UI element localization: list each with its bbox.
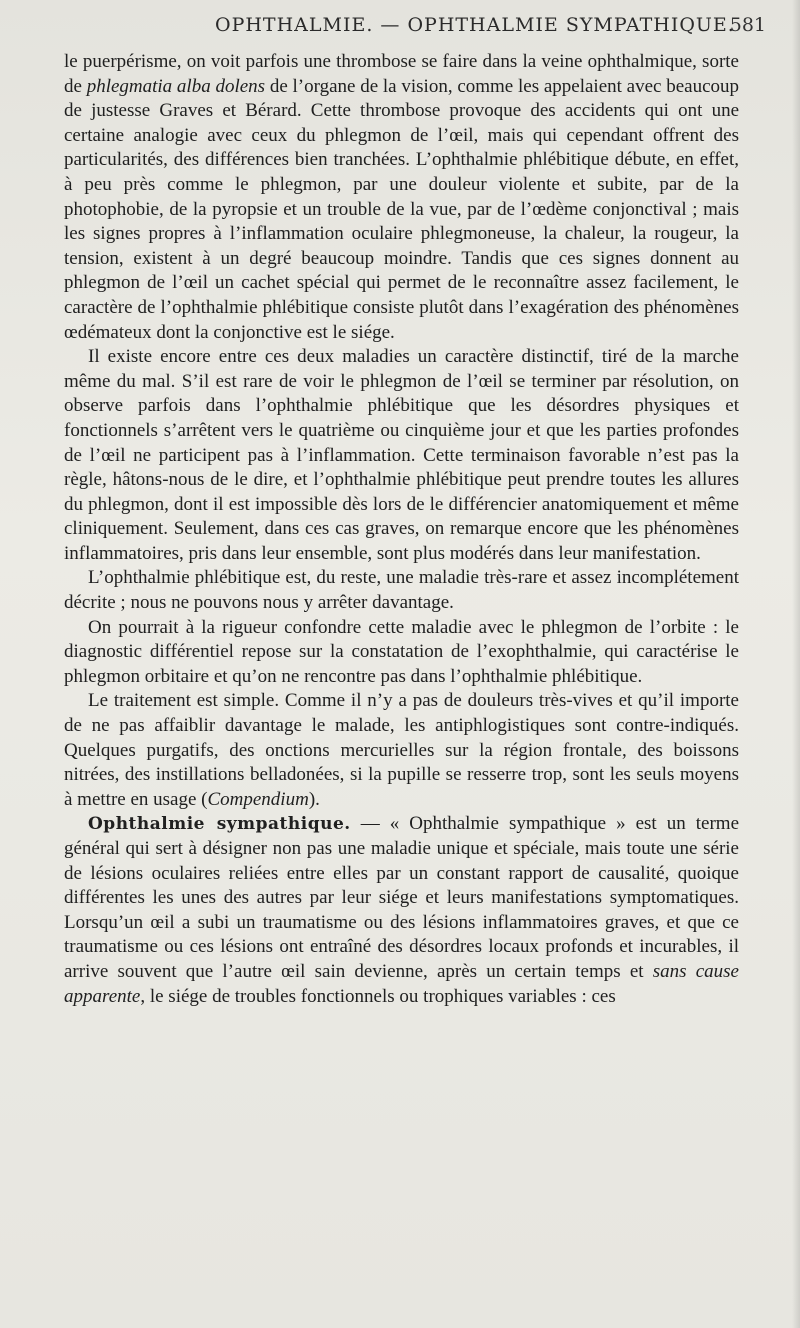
paragraph-text: — « Ophthalmie sympathique » est un terme général qui sert à désigner non pas une maladie unique et spéciale, mais toute une série de lésions oculaires reliées entre elles par un constant rapport de causalité, quoique différentes les unes des autres par leur siége et leurs manifestations symptomatiques. Lorsqu’un œil a subi un traumatisme ou des lésions inflammatoires graves, et que ce traumatisme ou ces lésions ont entraîné des désordres locaux profonds et incurables, il arrive souvent que l’autre œil sain devienne, après un certain temps et [64,813,739,982]
paragraph-text: ). [308,788,320,810]
paragraph [64,689,739,812]
body-text [64,50,739,1009]
page-edge-shadow [792,0,800,1328]
running-head [0,14,800,38]
page-number: 581 [729,14,766,36]
paragraph-text: , le siége de troubles fonctionnels ou trophiques variables : ces [140,985,616,1007]
italic-text: Compendium [207,788,309,810]
paragraph-text: Il existe encore entre ces deux maladies un caractère distinctif, tiré de la marche même du mal. S’il est rare de voir le phlegmon de l’œil se terminer par résolution, on observe parfois dans l’ophthalmie phlébitique que les désordres physiques et fonctionnels s’arrêtent vers le quatrième ou cinquième jour et que les parties profondes de l’œil ne participent pas à l’inflammation. Cette terminaison favorable n’est pas la règle, hâtons-nous de le dire, et l’ophthalmie phlébitique peut prendre toutes les allures du phlegmon, dont il est impossible dès lors de le différencier anatomiquement et même cliniquement. Seulement, dans ces cas graves, on remarque encore que les phénomènes inflammatoires, pris dans leur ensemble, sont plus modérés dans leur manifestation. [64,346,739,564]
paragraph-text: L’ophthalmie phlébitique est, du reste, une maladie très-rare et assez incomplétement décrite ; nous ne pouvons nous y arrêter davantage. [64,567,739,614]
italic-text: sans cause apparente [64,960,739,1007]
paragraph [64,50,739,345]
running-head-title: OPHTHALMIE. — OPHTHALMIE SYMPATHIQUE. [215,14,735,36]
paragraph [64,812,739,1009]
paragraph-text: On pourrait à la rigueur confondre cette maladie avec le phlegmon de l’orbite : le diagnostic différentiel repose sur la constatation de l’exophthalmie, qui caractérise le phlegmon orbitaire et qu’on ne rencontre pas dans l’ophthalmie phlébitique. [64,616,739,687]
paragraph [64,345,739,566]
section-heading: Ophthalmie sympathique. [88,814,351,835]
paragraph-text: Le traitement est simple. Comme il n’y a pas de douleurs très-vives et qu’il importe de ne pas affaiblir davantage le malade, les antiphlogistiques sont contre-indiqués. Quelques purgatifs, des onctions mercurielles sur la région frontale, des boissons nitrées, des instillations belladonées, si la pupille se resserre trop, sont les seuls moyens à mettre en usage ( [64,690,739,810]
italic-text: phlegmatia alba dolens [86,75,266,97]
paragraph [64,566,739,615]
paragraph-text: de l’organe de la vision, comme les appelaient avec beaucoup de justesse Graves et Bérard. Cette thrombose provoque des accidents qui ont une certaine analogie avec ceux du phlegmon de l’œil, mais qui cependant offrent des particularités, des différences bien tranchées. L’ophthalmie phlébitique débute, en effet, à peu près comme le phlegmon, par une douleur violente et subite, par de la photophobie, de la pyropsie et un trouble de la vue, par de l’œdème conjonctival ; mais les signes propres à l’inflammation oculaire phlegmoneuse, la chaleur, la rougeur, la tension, existent à un degré beaucoup moindre. Tandis que ces signes donnent au phlegmon de l’œil un cachet spécial qui permet de le reconnaître assez facilement, le caractère de l’ophthalmie phlébitique consiste plutôt dans l’exagération des phénomènes œdémateux dont la conjonctive est le siége. [64,75,740,343]
paragraph [64,616,739,690]
paragraph-text: le puerpérisme, on voit parfois une thrombose se faire dans la veine ophthalmique, sorte de [64,51,739,97]
